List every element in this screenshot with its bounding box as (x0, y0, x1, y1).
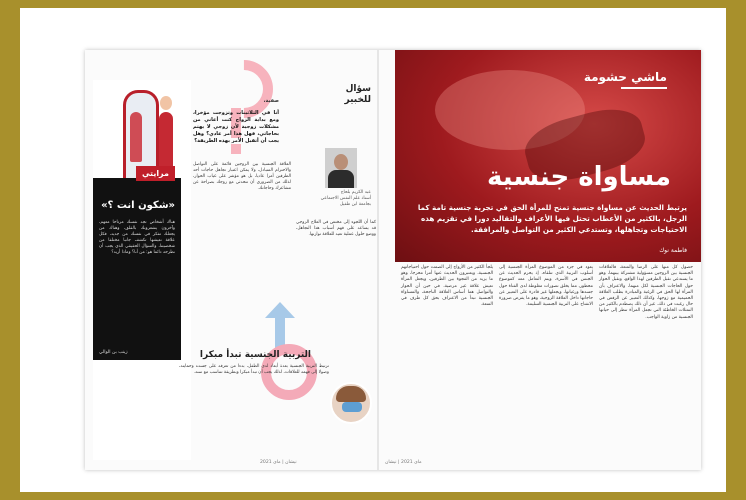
expert-caption (311, 190, 371, 208)
article-lead: يرتبط الحديث عن مساواة جنسية تمنح للمرأة الحق في تجربة جنسية تامة كما الرجل، بالكثير من الأعطاب تحتل فيها الأعراف والتقاليد دورا في تقزيم هذه الاحتياجات وتجاهلها، وتستدعي الكثير من التواصل والمرافقة. (417, 203, 687, 234)
expert-photo (325, 148, 357, 188)
expert-name: عبد الكريم بلحاج (340, 190, 371, 195)
article-column: يلجأ الكثير من الأزواج إلى الصمت حول احتياجاتهم الجنسية، ويعتبرون الحديث عنها أمرا محرجا، وهو ما يزيد من الفجوة بين الطرفين، ويجعل المرأة تعيش علاقة غير مرضية، في حين أن الحوار والتواصل هما أساس العلاقة الناجحة، والمساواة الجنسية تبدأ من الاعتراف بحق كل طرف في المتعة. (401, 265, 493, 308)
magazine-spread (85, 50, 701, 470)
column-tag: مرايتي (136, 166, 175, 181)
ask-expert-title (345, 84, 372, 106)
expert-answer: العلاقة الجنسية بين الزوجين قائمة على التواصل والاحترام المتبادل، ولا يمكن اعتبار تجاهل حاجات أحد الطرفين أمرا عاديا، بل هو مؤشر على غياب الحوار، لذلك من الضروري أن تتحدثي مع زوجك بصراحة عن مشاعرك وحاجاتك. (193, 162, 291, 191)
article-title: مساواة جنسية (487, 162, 671, 192)
column-signature: زينب بن الوالي (99, 350, 128, 355)
gutter (377, 50, 379, 470)
page-footer-left: نيشان | ماي 2021 (260, 460, 297, 465)
article-column: حصول كل منها على الرضا والمتعة، فالعلاقات الجنسية بين الزوجين مسؤولية مشتركة بينهما، وهو ما يستدعي تقبل الطرفين لهذا الواقع، وتقبل الحوار حول الحاجات الجنسية لكل منهما، والاعتراف بأن المرأة لها الحق في الرغبة والمبادرة بطلب العلاقة الحميمية مع زوجها، وكذلك التعبير عن الرفض في حال رغبت في ذلك. غير أن ذلك يصطدم بالكثير من التمثلات الخاطئة التي تجعل المرأة تنظر إلى حياتها الجنسية من زاوية الواجب. (599, 265, 693, 320)
gender-symbol-graphic (243, 302, 323, 422)
expert-title: أستاذ علم النفس الاجتماعي بجامعة ابن طفيل (320, 196, 371, 207)
column-title: «شكون انت ؟» (101, 200, 175, 211)
woman-figure (159, 112, 173, 174)
ask-expert-line-2: للخبير (344, 95, 371, 105)
expert-suit (328, 170, 354, 188)
expert-face (334, 154, 348, 170)
reader-question: أنا في الثلاثينات وتزوجت مؤخرا، ومع بداية الزواج كنت أعاني من مشكلات زوجية لأن زوجي لا يهتم بحاجاتي، فهل هذا أمر عادي؟ وهل يجب أن أتقبل الأمر بهذه الطريقة؟ (193, 110, 279, 144)
article-author: فاطمة نوك (659, 247, 687, 254)
page-frame (20, 8, 726, 492)
education-box-title: التربية الجنسية تبدأ مبكرا (199, 350, 311, 360)
woman-head (160, 96, 172, 110)
hero-banner (395, 50, 701, 262)
education-box-body: ترتبط التربية الجنسية بعدة أبعاد لدى الطفل، بدءا من تعرفه على جسده وحمايته، وصولا إلى فهمه للعلاقات، لذلك يجب أن تبدأ مبكرا وبطريقة تتناسب مع سنه. (179, 364, 329, 375)
child-mask (342, 402, 362, 412)
page-footer-right: ماي 2021 | نيشان (385, 460, 422, 465)
opinion-column-box (93, 169, 181, 360)
column-body: هناك أشخاص تجد نفسك مرتاحا معهم، وآخرون يشعرونك بالقلق، وهناك من يجعلك تفكر في نفسك من جديد، فكل علاقة نعيشها تكشف جانبا مختلفا من شخصيتنا، والسؤال الحقيقي الذي يجب أن نطرحه دائما هو: من أنا؟ وماذا أريد؟ (99, 220, 175, 255)
ask-expert-line-1: سؤال (345, 84, 371, 94)
question-mark-dot (231, 144, 241, 154)
child-photo (330, 382, 372, 424)
child-hair (336, 386, 366, 402)
section-kicker: ماشي حشومة (583, 70, 667, 84)
article-column: يعود في جزء من الموضوع المرأة الجنسية إلى أسلوب التربية الذي تتلقاه، إذ يحرم الحديث عن الجنس في الأسرة، ويتم التعامل معه كموضوع محظور، مما يخلق تصورات مغلوطة لدى الفتاة حول جسدها ورغباتها، ويجعلها غير قادرة على التعبير عن حاجاتها داخل العلاقة الزوجية، وهو ما يفرض ضرورة الانفتاح على التربية الجنسية السليمة. (499, 265, 593, 308)
expert-answer-continued: كما أن اللجوء إلى مختص في العلاج الزوجي قد يساعد على فهم أسباب هذا التجاهل، ووضع حلول عملية تعيد للعلاقة توازنها. (296, 220, 376, 237)
mirror-reflection (130, 112, 142, 162)
kicker-underline (621, 87, 667, 89)
reader-name: صفية، (263, 98, 279, 104)
